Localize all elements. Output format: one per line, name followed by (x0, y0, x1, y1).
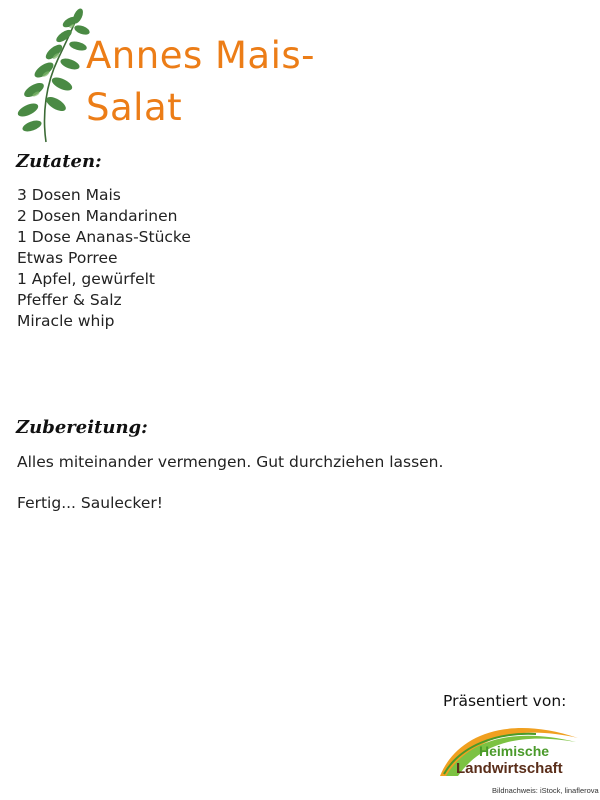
ingredient-item: 1 Dose Ananas-Stücke (17, 228, 191, 246)
presented-by-label: Präsentiert von: (443, 692, 567, 710)
ingredient-item: 2 Dosen Mandarinen (17, 207, 178, 225)
recipe-title-line2: Salat (86, 86, 183, 129)
ingredient-item: Pfeffer & Salz (17, 291, 122, 309)
preparation-step: Alles miteinander vermengen. Gut durchziehen lassen. (17, 453, 444, 471)
heimische-landwirtschaft-logo (436, 716, 584, 784)
ingredient-item: Etwas Porree (17, 249, 118, 267)
preparation-heading: Zubereitung: (16, 417, 148, 438)
recipe-title (86, 30, 386, 134)
recipe-title-line1: Annes Mais- (86, 34, 316, 77)
ingredient-item: 3 Dosen Mais (17, 186, 121, 204)
image-credit: Bildnachweis: iStock, linaflerova (492, 786, 599, 795)
preparation-step: Fertig... Saulecker! (17, 494, 163, 512)
ingredient-list (17, 185, 191, 332)
ingredients-heading: Zutaten: (16, 151, 102, 172)
ingredient-item: Miracle whip (17, 312, 115, 330)
ingredient-item: 1 Apfel, gewürfelt (17, 270, 156, 288)
logo-text-heimische: Heimische (479, 743, 550, 759)
herb-sprig-icon (8, 4, 90, 144)
logo-text-landwirtschaft: Landwirtschaft (456, 760, 563, 777)
